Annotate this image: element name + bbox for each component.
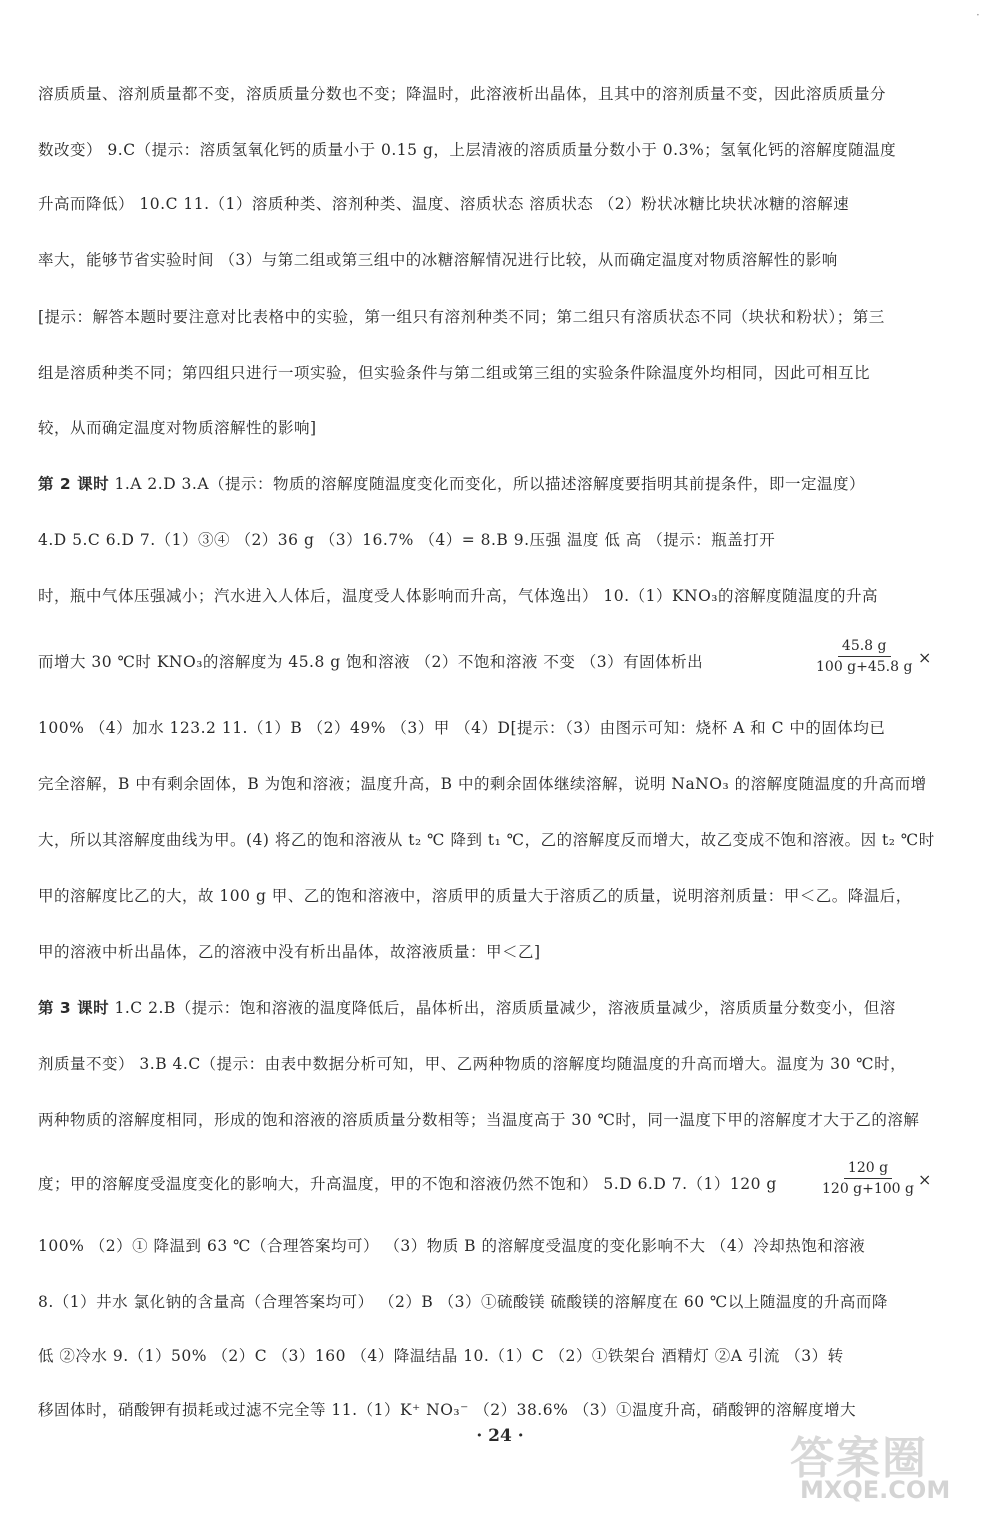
fraction-45-8 bbox=[812, 638, 916, 675]
lesson-3-line bbox=[38, 996, 938, 1018]
text-line: 组是溶质种类不同；第四组只进行一项实验，但实验条件与第二组或第三组的实验条件除温度外均相同，因此可相互比 bbox=[38, 364, 871, 382]
text-line: 低 ②冷水 9.（1）50% （2）C （3）160 （4）降温结晶 10.（1）C （2）①铁架台 酒精灯 ②A 引流 （3）转 bbox=[38, 1347, 844, 1365]
text-line: 100% （2）① 降温到 63 ℃（合理答案均可） （3）物质 B 的溶解度受温度的变化影响不大 （4）冷却热饱和溶液 bbox=[38, 1237, 866, 1255]
lesson-2-heading: 第 2 课时 bbox=[38, 475, 110, 493]
text-line: 两种物质的溶解度相同，形成的饱和溶液的溶质质量分数相等；当温度高于 30 ℃时，同一温度下甲的溶解度才大于乙的溶解 bbox=[38, 1111, 920, 1129]
fraction-denominator: 100 g+45.8 g bbox=[816, 659, 913, 675]
text-line: 而增大 30 ℃时 KNO₃的溶解度为 45.8 g 饱和溶液 （2）不饱和溶液 不变 （3）有固体析出 bbox=[38, 653, 704, 671]
text-line: 大，所以其溶解度曲线为甲。(4) 将乙的饱和溶液从 t₂ ℃ 降到 t₁ ℃，乙的溶解度反而增大，故乙变成不饱和溶液。因 t₂ ℃时 bbox=[38, 831, 935, 849]
text-line: [提示：解答本题时要注意对比表格中的实验，第一组只有溶剂种类不同；第二组只有溶质状态不同（块状和粉状）；第三 bbox=[38, 308, 885, 326]
text-line: 时，瓶中气体压强减小；汽水进入人体后，温度受人体影响而升高，气体逸出） 10.（1）KNO₃的溶解度随温度的升高 bbox=[38, 587, 879, 605]
watermark-logo: 答案圈 bbox=[790, 1433, 928, 1484]
page-number: · 24 · bbox=[476, 1426, 524, 1446]
fraction-numerator: 45.8 g bbox=[838, 638, 891, 657]
fraction-denominator: 120 g+100 g bbox=[822, 1181, 914, 1197]
text-line: 移固体时，硝酸钾有损耗或过滤不完全等 11.（1）K⁺ NO₃⁻ （2）38.6% （3）①温度升高，硝酸钾的溶解度增大 bbox=[38, 1401, 857, 1419]
text-line: 度；甲的溶解度受温度变化的影响大，升高温度，甲的不饱和溶液仍然不饱和） 5.D 6.D 7.（1）120 g bbox=[38, 1175, 777, 1193]
text-line: 数改变） 9.C（提示：溶质氢氧化钙的质量小于 0.15 g，上层清液的溶质质量分数小于 0.3%；氢氧化钙的溶解度随温度 bbox=[38, 141, 897, 159]
text-line: 率大，能够节省实验时间 （3）与第二组或第三组中的冰糖溶解情况进行比较，从而确定温度对物质溶解性的影响 bbox=[38, 251, 838, 269]
text-line: 较，从而确定温度对物质溶解性的影响] bbox=[38, 419, 317, 437]
times-sign: × bbox=[918, 1170, 932, 1189]
text-line: 剂质量不变） 3.B 4.C（提示：由表中数据分析可知，甲、乙两种物质的溶解度均随温度的升高而增大。温度为 30 ℃时， bbox=[38, 1055, 907, 1073]
times-sign: × bbox=[918, 648, 932, 667]
lesson-2-text: 1.A 2.D 3.A（提示：物质的溶解度随温度变化而变化，所以描述溶解度要指明其前提条件，即一定温度） bbox=[109, 475, 866, 493]
fraction-120 bbox=[818, 1160, 918, 1197]
watermark bbox=[786, 1422, 986, 1512]
text-line: 完全溶解，B 中有剩余固体，B 为饱和溶液；温度升高，B 中的剩余固体继续溶解，说明 NaNO₃ 的溶解度随温度的升高而增 bbox=[38, 775, 927, 793]
watermark-url: MXQE.COM bbox=[800, 1476, 951, 1504]
lesson-3-heading: 第 3 课时 bbox=[38, 999, 110, 1017]
text-line: 甲的溶解度比乙的大，故 100 g 甲、乙的饱和溶液中，溶质甲的质量大于溶质乙的质量，说明溶剂质量：甲＜乙。降温后， bbox=[38, 887, 912, 905]
lesson-2-line bbox=[38, 472, 938, 494]
corner-mark: · bbox=[976, 8, 980, 22]
fraction-numerator: 120 g bbox=[844, 1160, 892, 1179]
text-line: 溶质质量、溶剂质量都不变，溶质质量分数也不变；降温时，此溶液析出晶体，且其中的溶剂质量不变，因此溶质质量分 bbox=[38, 85, 887, 103]
text-line: 升高而降低） 10.C 11.（1）溶质种类、溶剂种类、温度、溶质状态 溶质状态 （2）粉状冰糖比块状冰糖的溶解速 bbox=[38, 195, 850, 213]
text-line: 100% （4）加水 123.2 11.（1）B （2）49% （3）甲 （4）D[提示：（3）由图示可知：烧杯 A 和 C 中的固体均已 bbox=[38, 719, 886, 737]
text-line: 4.D 5.C 6.D 7.（1）③④ （2）36 g （3）16.7% （4）= 8.B 9.压强 温度 低 高 （提示：瓶盖打开 bbox=[38, 531, 776, 549]
lesson-3-text: 1.C 2.B（提示：饱和溶液的温度降低后，晶体析出，溶质质量减少，溶液质量减少，溶质质量分数变小，但溶 bbox=[109, 999, 896, 1017]
text-line: 甲的溶液中析出晶体，乙的溶液中没有析出晶体，故溶液质量：甲＜乙] bbox=[38, 943, 541, 961]
text-line: 8.（1）井水 氯化钠的含量高（合理答案均可） （2）B （3）①硫酸镁 硫酸镁的溶解度在 60 ℃以上随温度的升高而降 bbox=[38, 1293, 888, 1311]
